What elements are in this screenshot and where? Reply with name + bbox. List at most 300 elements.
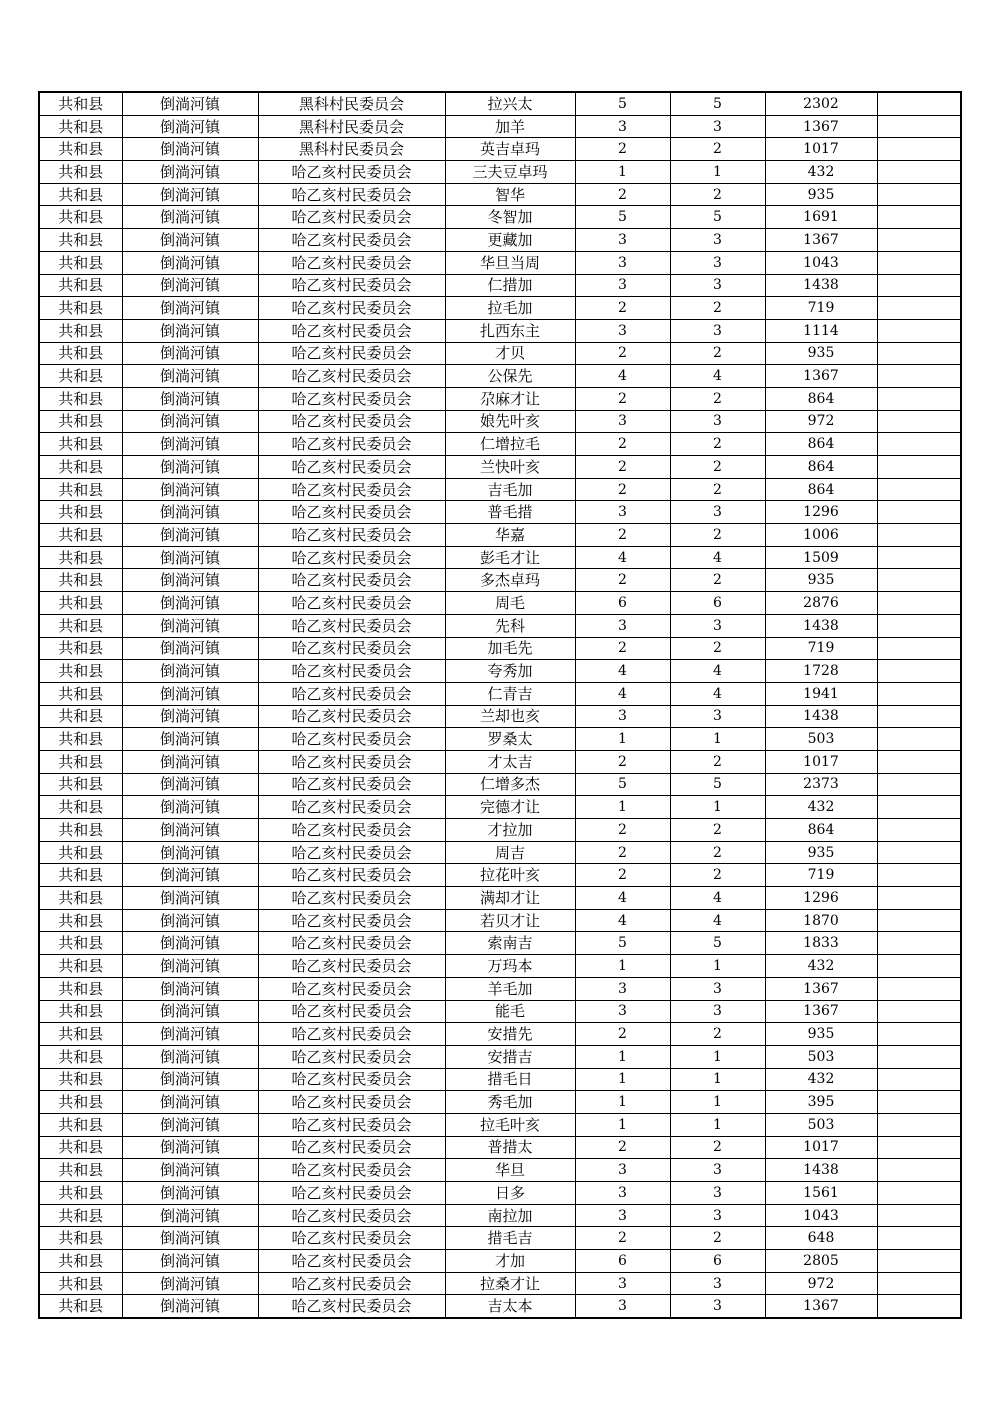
amount-cell: 972 (765, 410, 877, 433)
remark-cell (877, 546, 961, 569)
people-count-cell: 4 (670, 887, 765, 910)
people-count-cell: 3 (670, 977, 765, 1000)
remark-cell (877, 750, 961, 773)
household-size-cell: 3 (575, 1182, 670, 1205)
county-cell: 共和县 (39, 138, 122, 161)
remark-cell (877, 977, 961, 1000)
town-cell: 倒淌河镇 (122, 955, 258, 978)
county-cell: 共和县 (39, 229, 122, 252)
village-committee-cell: 哈乙亥村民委员会 (258, 410, 445, 433)
county-cell: 共和县 (39, 1227, 122, 1250)
household-size-cell: 3 (575, 705, 670, 728)
village-committee-cell: 哈乙亥村民委员会 (258, 387, 445, 410)
name-cell: 吉太本 (445, 1295, 575, 1318)
table-row (39, 932, 961, 955)
town-cell: 倒淌河镇 (122, 1091, 258, 1114)
remark-cell (877, 932, 961, 955)
table-row (39, 592, 961, 615)
table-row (39, 887, 961, 910)
name-cell: 周毛 (445, 592, 575, 615)
household-size-cell: 2 (575, 297, 670, 320)
remark-cell (877, 1000, 961, 1023)
name-cell: 才拉加 (445, 819, 575, 842)
remark-cell (877, 342, 961, 365)
people-count-cell: 1 (670, 1113, 765, 1136)
county-cell: 共和县 (39, 887, 122, 910)
household-size-cell: 2 (575, 841, 670, 864)
town-cell: 倒淌河镇 (122, 660, 258, 683)
household-size-cell: 1 (575, 1091, 670, 1114)
table-row (39, 274, 961, 297)
amount-cell: 935 (765, 841, 877, 864)
table-row (39, 387, 961, 410)
household-size-cell: 1 (575, 1113, 670, 1136)
amount-cell: 432 (765, 161, 877, 184)
name-cell: 拉毛叶亥 (445, 1113, 575, 1136)
people-count-cell: 6 (670, 592, 765, 615)
table-row (39, 660, 961, 683)
town-cell: 倒淌河镇 (122, 92, 258, 115)
table-row (39, 955, 961, 978)
amount-cell: 1870 (765, 909, 877, 932)
people-count-cell: 1 (670, 161, 765, 184)
table-row (39, 909, 961, 932)
name-cell: 才太吉 (445, 750, 575, 773)
village-committee-cell: 哈乙亥村民委员会 (258, 1272, 445, 1295)
name-cell: 先科 (445, 614, 575, 637)
remark-cell (877, 161, 961, 184)
people-count-cell: 2 (670, 1023, 765, 1046)
remark-cell (877, 637, 961, 660)
county-cell: 共和县 (39, 274, 122, 297)
remark-cell (877, 1250, 961, 1273)
people-count-cell: 5 (670, 932, 765, 955)
people-count-cell: 6 (670, 1250, 765, 1273)
village-committee-cell: 哈乙亥村民委员会 (258, 478, 445, 501)
remark-cell (877, 365, 961, 388)
town-cell: 倒淌河镇 (122, 524, 258, 547)
name-cell: 英吉卓玛 (445, 138, 575, 161)
village-committee-cell: 哈乙亥村民委员会 (258, 1068, 445, 1091)
table-row (39, 1045, 961, 1068)
household-size-cell: 6 (575, 1250, 670, 1273)
town-cell: 倒淌河镇 (122, 1136, 258, 1159)
amount-cell: 1017 (765, 138, 877, 161)
county-cell: 共和县 (39, 546, 122, 569)
table-row (39, 297, 961, 320)
remark-cell (877, 433, 961, 456)
table-row (39, 365, 961, 388)
remark-cell (877, 1136, 961, 1159)
county-cell: 共和县 (39, 410, 122, 433)
table-row (39, 115, 961, 138)
remark-cell (877, 660, 961, 683)
household-size-cell: 3 (575, 251, 670, 274)
remark-cell (877, 387, 961, 410)
village-committee-cell: 哈乙亥村民委员会 (258, 569, 445, 592)
people-count-cell: 4 (670, 909, 765, 932)
table-row (39, 546, 961, 569)
county-cell: 共和县 (39, 682, 122, 705)
people-count-cell: 3 (670, 274, 765, 297)
town-cell: 倒淌河镇 (122, 841, 258, 864)
table-row (39, 229, 961, 252)
town-cell: 倒淌河镇 (122, 342, 258, 365)
remark-cell (877, 614, 961, 637)
county-cell: 共和县 (39, 569, 122, 592)
county-cell: 共和县 (39, 1272, 122, 1295)
people-count-cell: 3 (670, 115, 765, 138)
people-count-cell: 3 (670, 1182, 765, 1205)
county-cell: 共和县 (39, 637, 122, 660)
name-cell: 满却才让 (445, 887, 575, 910)
table-row (39, 682, 961, 705)
amount-cell: 432 (765, 1068, 877, 1091)
village-committee-cell: 哈乙亥村民委员会 (258, 750, 445, 773)
name-cell: 才贝 (445, 342, 575, 365)
name-cell: 日多 (445, 1182, 575, 1205)
name-cell: 秀毛加 (445, 1091, 575, 1114)
county-cell: 共和县 (39, 1091, 122, 1114)
name-cell: 拉兴太 (445, 92, 575, 115)
table-row (39, 1000, 961, 1023)
remark-cell (877, 524, 961, 547)
people-count-cell: 4 (670, 365, 765, 388)
table-row (39, 1227, 961, 1250)
county-cell: 共和县 (39, 387, 122, 410)
village-committee-cell: 黑科村民委员会 (258, 138, 445, 161)
village-committee-cell: 哈乙亥村民委员会 (258, 955, 445, 978)
county-cell: 共和县 (39, 932, 122, 955)
remark-cell (877, 1295, 961, 1318)
people-count-cell: 2 (670, 841, 765, 864)
town-cell: 倒淌河镇 (122, 1250, 258, 1273)
table-row (39, 1272, 961, 1295)
name-cell: 华旦 (445, 1159, 575, 1182)
town-cell: 倒淌河镇 (122, 161, 258, 184)
table-row (39, 750, 961, 773)
people-count-cell: 3 (670, 229, 765, 252)
county-cell: 共和县 (39, 1023, 122, 1046)
county-cell: 共和县 (39, 750, 122, 773)
amount-cell: 1367 (765, 1000, 877, 1023)
village-committee-cell: 哈乙亥村民委员会 (258, 932, 445, 955)
name-cell: 万玛本 (445, 955, 575, 978)
people-count-cell: 2 (670, 297, 765, 320)
village-committee-cell: 哈乙亥村民委员会 (258, 1091, 445, 1114)
town-cell: 倒淌河镇 (122, 410, 258, 433)
people-count-cell: 2 (670, 433, 765, 456)
village-committee-cell: 哈乙亥村民委员会 (258, 682, 445, 705)
table-row (39, 796, 961, 819)
name-cell: 若贝才让 (445, 909, 575, 932)
village-committee-cell: 哈乙亥村民委员会 (258, 592, 445, 615)
remark-cell (877, 251, 961, 274)
name-cell: 才加 (445, 1250, 575, 1273)
table-row (39, 977, 961, 1000)
table-row (39, 1159, 961, 1182)
name-cell: 加毛先 (445, 637, 575, 660)
county-cell: 共和县 (39, 478, 122, 501)
amount-cell: 1728 (765, 660, 877, 683)
table-row (39, 1113, 961, 1136)
county-cell: 共和县 (39, 705, 122, 728)
county-cell: 共和县 (39, 524, 122, 547)
village-committee-cell: 哈乙亥村民委员会 (258, 909, 445, 932)
name-cell: 尕麻才让 (445, 387, 575, 410)
remark-cell (877, 501, 961, 524)
people-count-cell: 1 (670, 955, 765, 978)
remark-cell (877, 274, 961, 297)
village-committee-cell: 哈乙亥村民委员会 (258, 501, 445, 524)
town-cell: 倒淌河镇 (122, 365, 258, 388)
name-cell: 华嘉 (445, 524, 575, 547)
name-cell: 公保先 (445, 365, 575, 388)
remark-cell (877, 183, 961, 206)
village-committee-cell: 哈乙亥村民委员会 (258, 297, 445, 320)
name-cell: 拉桑才让 (445, 1272, 575, 1295)
table-row (39, 1250, 961, 1273)
amount-cell: 1509 (765, 546, 877, 569)
amount-cell: 1296 (765, 501, 877, 524)
remark-cell (877, 569, 961, 592)
people-count-cell: 3 (670, 501, 765, 524)
household-size-cell: 2 (575, 750, 670, 773)
village-committee-cell: 哈乙亥村民委员会 (258, 864, 445, 887)
county-cell: 共和县 (39, 92, 122, 115)
village-committee-cell: 哈乙亥村民委员会 (258, 796, 445, 819)
town-cell: 倒淌河镇 (122, 637, 258, 660)
household-size-cell: 1 (575, 1068, 670, 1091)
name-cell: 娘先叶亥 (445, 410, 575, 433)
village-committee-cell: 哈乙亥村民委员会 (258, 637, 445, 660)
name-cell: 加羊 (445, 115, 575, 138)
county-cell: 共和县 (39, 297, 122, 320)
amount-cell: 972 (765, 1272, 877, 1295)
remark-cell (877, 864, 961, 887)
remark-cell (877, 1227, 961, 1250)
amount-cell: 2302 (765, 92, 877, 115)
village-committee-cell: 哈乙亥村民委员会 (258, 161, 445, 184)
people-count-cell: 2 (670, 1227, 765, 1250)
table-row (39, 92, 961, 115)
town-cell: 倒淌河镇 (122, 887, 258, 910)
town-cell: 倒淌河镇 (122, 1000, 258, 1023)
people-count-cell: 2 (670, 1136, 765, 1159)
table-row (39, 251, 961, 274)
name-cell: 羊毛加 (445, 977, 575, 1000)
name-cell: 夸秀加 (445, 660, 575, 683)
people-count-cell: 5 (670, 206, 765, 229)
household-size-cell: 2 (575, 1136, 670, 1159)
name-cell: 彭毛才让 (445, 546, 575, 569)
table-row (39, 456, 961, 479)
county-cell: 共和县 (39, 433, 122, 456)
town-cell: 倒淌河镇 (122, 864, 258, 887)
amount-cell: 432 (765, 955, 877, 978)
village-committee-cell: 哈乙亥村民委员会 (258, 274, 445, 297)
people-count-cell: 2 (670, 524, 765, 547)
household-size-cell: 1 (575, 161, 670, 184)
town-cell: 倒淌河镇 (122, 1204, 258, 1227)
amount-cell: 1017 (765, 750, 877, 773)
people-count-cell: 2 (670, 456, 765, 479)
name-cell: 完德才让 (445, 796, 575, 819)
village-committee-cell: 哈乙亥村民委员会 (258, 183, 445, 206)
town-cell: 倒淌河镇 (122, 501, 258, 524)
household-size-cell: 3 (575, 319, 670, 342)
table-row (39, 478, 961, 501)
name-cell: 吉毛加 (445, 478, 575, 501)
amount-cell: 1296 (765, 887, 877, 910)
remark-cell (877, 478, 961, 501)
town-cell: 倒淌河镇 (122, 1045, 258, 1068)
town-cell: 倒淌河镇 (122, 932, 258, 955)
table-row (39, 1295, 961, 1318)
town-cell: 倒淌河镇 (122, 977, 258, 1000)
town-cell: 倒淌河镇 (122, 433, 258, 456)
amount-cell: 395 (765, 1091, 877, 1114)
table-row (39, 206, 961, 229)
household-size-cell: 3 (575, 1295, 670, 1318)
table-body (39, 92, 961, 1318)
household-size-cell: 6 (575, 592, 670, 615)
village-committee-cell: 哈乙亥村民委员会 (258, 342, 445, 365)
amount-cell: 719 (765, 864, 877, 887)
household-size-cell: 2 (575, 183, 670, 206)
county-cell: 共和县 (39, 728, 122, 751)
town-cell: 倒淌河镇 (122, 1023, 258, 1046)
remark-cell (877, 796, 961, 819)
amount-cell: 1438 (765, 1159, 877, 1182)
name-cell: 三夫豆卓玛 (445, 161, 575, 184)
household-size-cell: 2 (575, 138, 670, 161)
amount-cell: 1043 (765, 251, 877, 274)
name-cell: 拉花叶亥 (445, 864, 575, 887)
household-size-cell: 4 (575, 887, 670, 910)
amount-cell: 1438 (765, 614, 877, 637)
household-size-cell: 2 (575, 456, 670, 479)
name-cell: 周吉 (445, 841, 575, 864)
town-cell: 倒淌河镇 (122, 750, 258, 773)
town-cell: 倒淌河镇 (122, 274, 258, 297)
county-cell: 共和县 (39, 909, 122, 932)
remark-cell (877, 909, 961, 932)
household-size-cell: 2 (575, 1227, 670, 1250)
county-cell: 共和县 (39, 1159, 122, 1182)
household-size-cell: 3 (575, 1272, 670, 1295)
village-committee-cell: 哈乙亥村民委员会 (258, 206, 445, 229)
people-count-cell: 1 (670, 796, 765, 819)
household-size-cell: 4 (575, 660, 670, 683)
household-size-cell: 1 (575, 796, 670, 819)
county-cell: 共和县 (39, 841, 122, 864)
name-cell: 更藏加 (445, 229, 575, 252)
people-count-cell: 3 (670, 1295, 765, 1318)
amount-cell: 1833 (765, 932, 877, 955)
table-row (39, 728, 961, 751)
remark-cell (877, 1023, 961, 1046)
village-committee-cell: 哈乙亥村民委员会 (258, 524, 445, 547)
household-size-cell: 1 (575, 955, 670, 978)
amount-cell: 1941 (765, 682, 877, 705)
town-cell: 倒淌河镇 (122, 682, 258, 705)
county-cell: 共和县 (39, 319, 122, 342)
household-size-cell: 2 (575, 478, 670, 501)
people-count-cell: 2 (670, 637, 765, 660)
household-size-cell: 3 (575, 115, 670, 138)
people-count-cell: 4 (670, 660, 765, 683)
table-row (39, 501, 961, 524)
town-cell: 倒淌河镇 (122, 546, 258, 569)
county-cell: 共和县 (39, 456, 122, 479)
people-count-cell: 2 (670, 183, 765, 206)
amount-cell: 864 (765, 387, 877, 410)
amount-cell: 1691 (765, 206, 877, 229)
household-size-cell: 3 (575, 1204, 670, 1227)
people-count-cell: 3 (670, 705, 765, 728)
remark-cell (877, 955, 961, 978)
town-cell: 倒淌河镇 (122, 297, 258, 320)
amount-cell: 1561 (765, 1182, 877, 1205)
household-size-cell: 3 (575, 501, 670, 524)
household-size-cell: 3 (575, 1000, 670, 1023)
household-size-cell: 4 (575, 909, 670, 932)
town-cell: 倒淌河镇 (122, 387, 258, 410)
remark-cell (877, 138, 961, 161)
household-size-cell: 5 (575, 92, 670, 115)
people-count-cell: 2 (670, 138, 765, 161)
village-committee-cell: 哈乙亥村民委员会 (258, 819, 445, 842)
table-row (39, 1091, 961, 1114)
amount-cell: 1017 (765, 1136, 877, 1159)
table-row (39, 569, 961, 592)
household-size-cell: 3 (575, 977, 670, 1000)
county-cell: 共和县 (39, 977, 122, 1000)
remark-cell (877, 1113, 961, 1136)
people-count-cell: 3 (670, 1159, 765, 1182)
remark-cell (877, 92, 961, 115)
amount-cell: 719 (765, 637, 877, 660)
household-size-cell: 2 (575, 342, 670, 365)
table-row (39, 524, 961, 547)
town-cell: 倒淌河镇 (122, 456, 258, 479)
county-cell: 共和县 (39, 864, 122, 887)
village-committee-cell: 哈乙亥村民委员会 (258, 319, 445, 342)
household-size-cell: 2 (575, 433, 670, 456)
town-cell: 倒淌河镇 (122, 1295, 258, 1318)
town-cell: 倒淌河镇 (122, 728, 258, 751)
people-count-cell: 2 (670, 819, 765, 842)
household-size-cell: 2 (575, 569, 670, 592)
amount-cell: 935 (765, 183, 877, 206)
name-cell: 扎西东主 (445, 319, 575, 342)
county-cell: 共和县 (39, 365, 122, 388)
town-cell: 倒淌河镇 (122, 319, 258, 342)
county-cell: 共和县 (39, 1250, 122, 1273)
town-cell: 倒淌河镇 (122, 705, 258, 728)
amount-cell: 1367 (765, 977, 877, 1000)
town-cell: 倒淌河镇 (122, 1068, 258, 1091)
household-size-cell: 5 (575, 206, 670, 229)
name-cell: 安措先 (445, 1023, 575, 1046)
household-size-cell: 4 (575, 365, 670, 388)
amount-cell: 1114 (765, 319, 877, 342)
town-cell: 倒淌河镇 (122, 251, 258, 274)
village-committee-cell: 哈乙亥村民委员会 (258, 1295, 445, 1318)
remark-cell (877, 819, 961, 842)
table-row (39, 342, 961, 365)
